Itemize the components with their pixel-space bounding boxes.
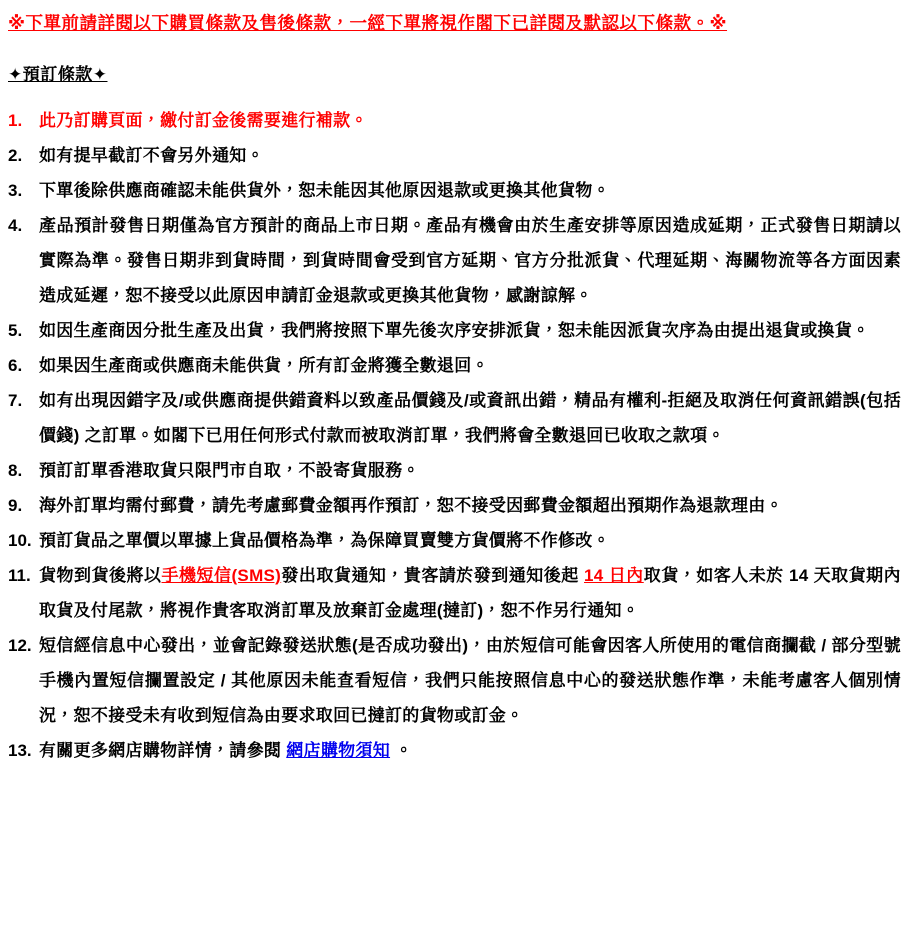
term-item-8 (8, 453, 901, 488)
term-number: 2. (8, 146, 23, 165)
term-segment: 取貨，如客人未於 14 天取貨期內取貨及付尾款，將視作貴客取消訂單及放棄訂金處理(撻訂)，恕不作另行通知。 (39, 566, 901, 620)
term-text (39, 453, 901, 488)
term-text (39, 138, 901, 173)
term-segment: 貨物到貨後將以 (39, 566, 162, 585)
term-item-10 (8, 523, 901, 558)
term-item-11 (8, 558, 901, 628)
term-text (39, 488, 901, 523)
term-number: 4. (8, 216, 23, 235)
document-title: ※下單前請詳閱以下購買條款及售後條款，一經下單將視作閣下已詳閱及默認以下條款。※ (8, 13, 728, 33)
term-text (39, 523, 901, 558)
term-segment: 產品預計發售日期僅為官方預計的商品上市日期。產品有機會由於生產安排等原因造成延期，正式發售日期請以實際為準。發售日期非到貨時間，到貨時間會受到官方延期、官方分批派貨、代理延期、海關物流等各方面因素造成延遲，恕不接受以此原因申請訂金退款或更換其他貨物，感謝諒解。 (39, 216, 901, 305)
term-number: 11. (8, 566, 31, 585)
term-segment: 如果因生產商或供應商未能供貨，所有訂金將獲全數退回。 (39, 356, 489, 375)
term-item-12 (8, 628, 901, 733)
term-text (39, 208, 901, 313)
term-number: 7. (8, 391, 23, 410)
term-segment: 預訂貨品之單價以單據上貨品價格為準，為保障買賣雙方貨價將不作修改。 (39, 531, 610, 550)
term-text (39, 628, 901, 733)
section-header-preorder-terms: ✦預訂條款✦ (8, 65, 108, 84)
terms-document (8, 10, 901, 768)
term-segment: 海外訂單均需付郵費，請先考慮郵費金額再作預訂，恕不接受因郵費金額超出預期作為退款理由。 (39, 496, 783, 515)
term-segment: 預訂訂單香港取貨只限門市自取，不設寄貨服務。 (39, 461, 420, 480)
term-number: 3. (8, 181, 23, 200)
term-segment: 下單後除供應商確認未能供貨外，恕未能因其他原因退款或更換其他貨物。 (39, 181, 610, 200)
term-segment: 有關更多網店購物詳情，請參閱 (39, 741, 287, 760)
term-segment: 如因生產商因分批生產及出貨，我們將按照下單先後次序安排派貨，恕未能因派貨次序為由提出退貨或換貨。 (39, 321, 870, 340)
term-item-5 (8, 313, 901, 348)
term-text (39, 348, 901, 383)
term-text (39, 733, 901, 768)
store-shopping-notice-link[interactable]: 網店購物須知 (286, 741, 391, 760)
term-number: 8. (8, 461, 23, 480)
term-item-1 (8, 103, 901, 138)
term-number: 9. (8, 496, 23, 515)
term-text (39, 383, 901, 453)
term-number: 12. (8, 636, 32, 655)
term-segment: 如有出現因錯字及/或供應商提供錯資料以致產品價錢及/或資訊出錯，精品有權利-拒絕及取消任何資訊錯誤(包括價錢) 之訂單。如閣下已用任何形式付款而被取消訂單，我們將會全數退回已收取之款項。 (39, 391, 901, 445)
term-item-13 (8, 733, 901, 768)
term-text (39, 103, 901, 138)
term-item-7 (8, 383, 901, 453)
term-item-4 (8, 208, 901, 313)
term-item-6 (8, 348, 901, 383)
term-number: 1. (8, 111, 23, 130)
term-item-9 (8, 488, 901, 523)
term-number: 13. (8, 741, 32, 760)
term-item-2 (8, 138, 901, 173)
term-segment: 。 (390, 741, 413, 760)
term-number: 6. (8, 356, 23, 375)
term-number: 5. (8, 321, 23, 340)
highlighted-text: 手機短信(SMS) (161, 566, 282, 585)
term-number: 10. (8, 531, 32, 550)
term-segment: 此乃訂購頁面，繳付訂金後需要進行補款。 (39, 111, 368, 130)
terms-list (8, 103, 901, 768)
term-item-3 (8, 173, 901, 208)
term-text (39, 313, 901, 348)
term-segment: 發出取貨通知，貴客請於發到通知後起 (281, 566, 585, 585)
term-segment: 如有提早截訂不會另外通知。 (39, 146, 264, 165)
term-text (39, 173, 901, 208)
term-text (39, 558, 901, 628)
term-segment: 短信經信息中心發出，並會記錄發送狀態(是否成功發出)，由於短信可能會因客人所使用的電信商攔截 / 部分型號手機內置短信攔置設定 / 其他原因未能查看短信，我們只能按照信息中心的發送狀態作準，未能考慮客人個別情況，恕不接受未有收到短信為由要求取回已撻訂的貨物或訂金。 (39, 636, 901, 725)
highlighted-text: 14 日內 (584, 566, 644, 585)
